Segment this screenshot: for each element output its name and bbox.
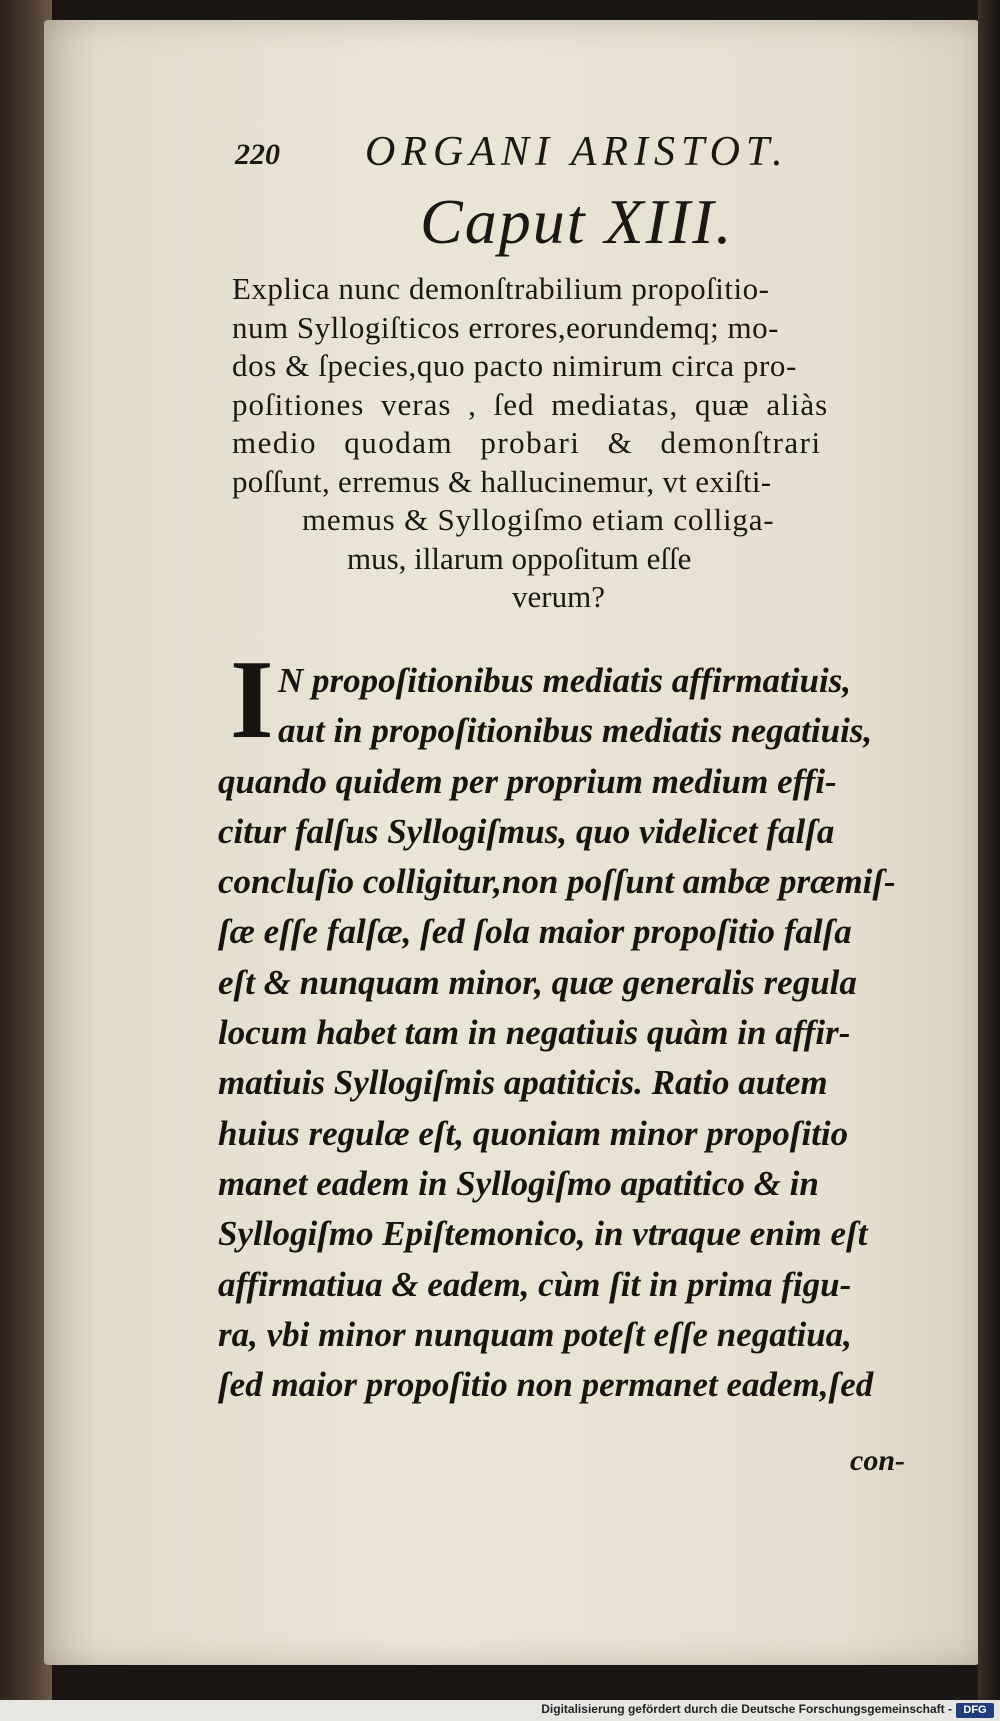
body-line: citur falſus Syllogiſmus, quo videlicet falſa xyxy=(218,811,835,851)
dfg-logo: DFG xyxy=(956,1703,994,1718)
summary-line: Explica nunc demonſtrabilium propoſitio- xyxy=(232,271,770,306)
running-head: ORGANI ARISTOT. xyxy=(365,129,789,175)
summary-line: poſitiones veras , ſed mediatas, quæ aliàs xyxy=(232,386,829,422)
summary-line: verum? xyxy=(512,579,605,614)
page-edge-shadow xyxy=(978,0,1000,1721)
page-number: 220 xyxy=(235,138,280,171)
body-line: matiuis Syllogiſmis apatiticis. Ratio autem xyxy=(218,1063,828,1103)
catchword: con- xyxy=(850,1444,905,1477)
body-line: huius regulæ eſt, quoniam minor propoſitio xyxy=(218,1113,849,1153)
summary-line: mus, illarum oppoſitum eſſe xyxy=(347,540,692,576)
summary-line: num Syllogiſticos errores,eorundemq; mo- xyxy=(232,309,779,345)
funding-credit: Digitalisierung gefördert durch die Deutsche Forschungsgemeinschaft - xyxy=(541,1702,952,1716)
body-line: ſæ eſſe falſæ, ſed ſola maior propoſitio falſa xyxy=(218,912,852,952)
body-line: Syllogiſmo Epiſtemonico, in vtraque enim eſt xyxy=(218,1214,868,1254)
body-line: quando quidem per proprium medium effi- xyxy=(218,761,837,801)
digitization-footer xyxy=(0,1700,1000,1721)
body-line: ra, vbi minor nunquam poteſt eſſe negatiua, xyxy=(218,1314,852,1354)
body-line: manet eadem in Syllogiſmo apatitico & in xyxy=(218,1163,819,1203)
body-line: concluſio colligitur,non poſſunt ambæ præmiſ- xyxy=(218,862,896,902)
page-header xyxy=(235,128,835,178)
chapter-title: Caput XIII. xyxy=(420,186,734,257)
body-line: aut in propoſitionibus mediatis negatiuis, xyxy=(278,711,873,751)
summary-line: medio quodam probari & demonſtrari xyxy=(232,425,822,460)
summary-line: memus & Syllogiſmo etiam colliga- xyxy=(302,502,775,537)
chapter-summary xyxy=(232,270,932,617)
body-line: locum habet tam in negatiuis quàm in affir- xyxy=(218,1013,851,1053)
summary-line: poſſunt, erremus & hallucinemur, vt exiſti- xyxy=(232,463,772,499)
body-line: affirmatiua & eadem, cùm ſit in prima figu- xyxy=(218,1264,852,1304)
summary-line: dos & ſpecies,quo pacto nimirum circa pro- xyxy=(232,348,797,383)
body-text xyxy=(218,656,928,1410)
body-line: ſed maior propoſitio non permanet eadem,ſed xyxy=(218,1365,874,1405)
body-line: eſt & nunquam minor, quæ generalis regula xyxy=(218,962,857,1002)
drop-capital: I xyxy=(230,638,274,762)
body-line: N propoſitionibus mediatis affirmatiuis, xyxy=(278,661,852,700)
